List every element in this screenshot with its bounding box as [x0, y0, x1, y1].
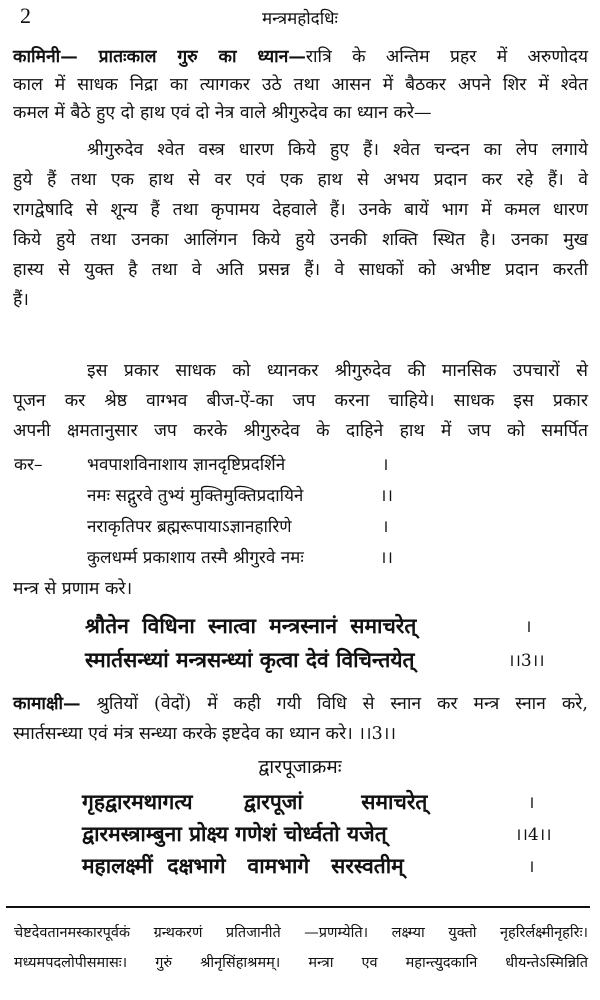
- verse3-line: श्रौतेन विधिना स्नात्वा मन्त्रस्नानं समाचरेत्: [85, 613, 417, 638]
- prayer-verse-end: ।: [382, 455, 389, 475]
- para3-line1: इस प्रकार साधक को ध्यानकर श्रीगुरुदेव की मानसिक उपचारों से: [87, 361, 588, 381]
- commentary3-line1: [13, 691, 588, 717]
- prayer-verse-line: भवपाशविनाशाय ज्ञानदृष्टिप्रदर्शिने: [87, 455, 286, 475]
- prayer-verse-line: नमः सद्गुरवे तुभ्यं मुक्तिमुक्तिप्रदायिने: [87, 486, 304, 506]
- prayer-verse-end: ।।: [380, 548, 393, 568]
- commentary3-line1-rest: श्रुतियों (वेदों) में कही गयी विधि से स्नान कर मन्त्र स्नान करे,: [96, 694, 588, 714]
- commentary3-line2: स्मार्तसन्ध्या एवं मंत्र सन्ध्या करके इष्टदेव का ध्यान करे। ।।3।।: [13, 724, 396, 744]
- prayer-verse-line: नराकृतिपर ब्रह्मरूपायाऽज्ञानहारिणे: [87, 517, 292, 537]
- verse4-end: ।: [528, 793, 535, 813]
- para2-line2: हुये हैं तथा एक हाथ से वर एवं एक हाथ से अभय प्रदान कर रहे हैं। वे: [13, 170, 588, 190]
- para1-lead: कामिनी— प्रातःकाल गुरु का ध्यान—: [13, 47, 306, 67]
- commentary3-lead: कामाक्षी—: [13, 694, 81, 714]
- verse3-end: ।: [525, 617, 532, 637]
- para3-line2: पूजन कर श्रेष्ठ वाग्भव बीज-ऐं-का जप करना चाहिये। साधक इस प्रकार: [13, 391, 588, 411]
- section-heading: द्वारपूजाक्रमः: [258, 756, 342, 778]
- para2-line3: रागद्वेषादि से शून्य हैं तथा कृपामय देहवाले हैं। उनके बायें भाग में कमल धारण: [13, 200, 588, 220]
- kar-label: कर–: [14, 455, 43, 475]
- para2-line4: किये हुये तथा उनका आलिंगन किये हुये उनकी शक्ति स्थित है। उनका मुख: [13, 230, 588, 250]
- verse4-end: ।: [528, 857, 535, 877]
- page-number: 2: [20, 3, 31, 28]
- footnote-rule: [6, 906, 590, 908]
- verse3-line: स्मार्तसन्ध्यां मन्त्रसन्ध्यां कृत्वा देवं विचिन्तयेत्: [85, 647, 415, 672]
- para1-line2: काल में साधक निद्रा का त्यागकर उठे तथा आसन में बैठकर अपने शिर में श्वेत: [13, 75, 588, 95]
- prayer-verse-end: ।।: [380, 486, 393, 506]
- para1-line3: कमल में बैठे हुए दो हाथ एवं दो नेत्र वाले श्रीगुरुदेव का ध्यान करे—: [13, 103, 432, 123]
- verse4-line: द्वारमस्त्राम्बुना प्रोक्ष्य गणेशं चोर्ध्वतो यजेत्: [82, 821, 387, 846]
- para1-line1-rest: रात्रि के अन्तिम प्रहर में अरुणोदय: [305, 47, 589, 67]
- verse3-end: ।।3।।: [508, 651, 545, 671]
- para3-line3: अपनी क्षमतानुसार जप करके श्रीगुरुदेव के दाहिने हाथ में जप को समर्पित: [13, 421, 588, 441]
- para2-line1: श्रीगुरुदेव श्वेत वस्त्र धारण किये हुए हैं। श्वेत चन्दन का लेप लगाये: [87, 140, 588, 160]
- para2-line6: हैं।: [13, 290, 29, 310]
- footnote-line2: मध्यमपदलोपीसमासः। गुरुं श्रीनृसिंहाश्रमम्। मन्त्रा एव महान्त्युदकानि धीयन्तेऽस्मिन्निति: [14, 955, 588, 971]
- running-title: मन्त्रमहोदधिः: [262, 9, 338, 29]
- verse4-line: महालक्ष्मीं दक्षभागे वामभागे सरस्वतीम्: [82, 853, 404, 878]
- para1-line1: [13, 44, 588, 70]
- para2-line5: हास्य से युक्त है तथा वे अति प्रसन्न हैं। वे साधकों को अभीष्ट प्रदान करती: [13, 260, 588, 280]
- verse4-end: ।।4।।: [515, 825, 552, 845]
- prayer-verse-end: ।: [382, 517, 389, 537]
- para4: मन्त्र से प्रणाम करे।: [13, 579, 133, 599]
- verse4-line: गृहद्वारमथागत्य द्वारपूजां समाचरेत्: [82, 789, 428, 814]
- footnote-line1: चेष्टदेवतानमस्कारपूर्वकं ग्रन्थकरणं प्रतिजानीते —प्रणम्येति। लक्ष्म्या युक्तो नृहरिर्लक्ष्मीनृहरिः।: [14, 925, 588, 941]
- prayer-verse-line: कुलधर्म्म प्रकाशाय तस्मै श्रीगुरवे नमः: [87, 548, 304, 568]
